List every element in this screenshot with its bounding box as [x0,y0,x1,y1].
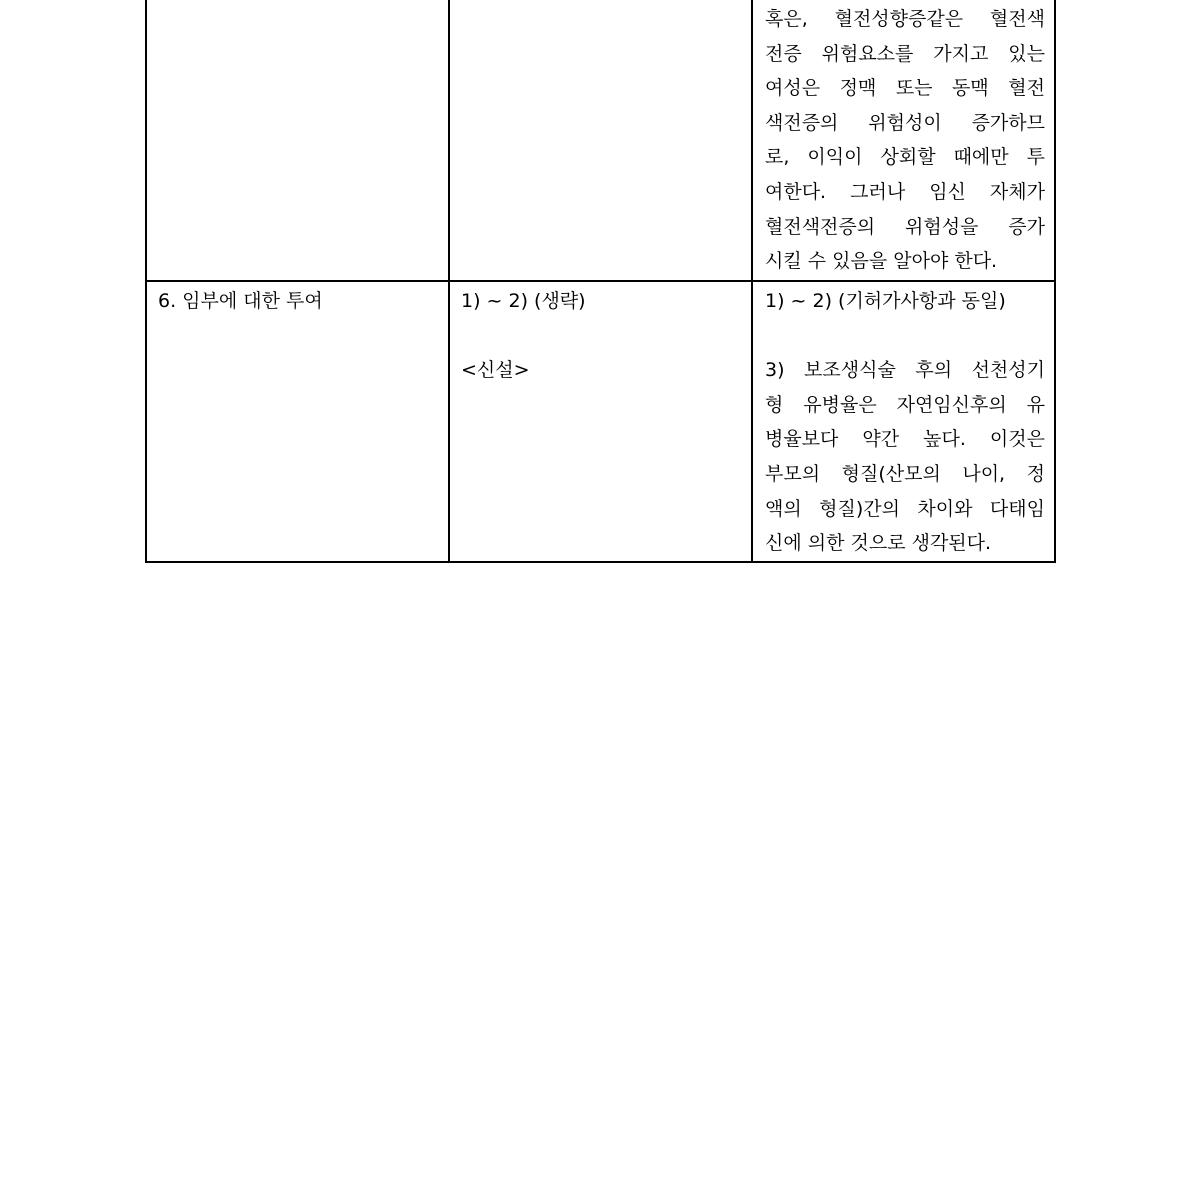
table-border-bottom [145,561,1056,563]
text-line: 시킬 수 있음을 알아야 한다. [765,250,998,273]
text-line: 전증 위험요소를 가지고 있는 [765,42,1045,65]
row6-col3-cell [765,284,1045,561]
text-line: 색전증의 위험성이 증가하므 [765,111,1045,134]
new-provision-label: <신설> [461,359,530,382]
text-line: 1) ~ 2) (생략) [461,290,586,312]
continued-row-col3-cell [765,2,1045,279]
text-line: 액의 형질)간의 차이와 다태임 [765,497,1045,520]
text-line: 형 유병율은 자연임신후의 유 [765,393,1045,416]
text-line: 병율보다 약간 높다. 이것은 [765,428,1045,451]
row6-col1-cell [158,284,438,319]
blank-line [461,319,741,354]
row6-col2-cell [461,284,741,388]
text-line: 여한다. 그러나 임신 자체가 [765,180,1045,203]
comparison-table [145,0,1056,563]
row-divider [145,280,1056,282]
text-line: 1) ~ 2) (기허가사항과 동일) [765,290,1006,312]
blank-line [765,319,1045,354]
text-line: 혹은, 혈전성향증같은 혈전색 [765,8,1045,30]
section-heading: 6. 임부에 대한 투여 [158,290,323,312]
text-line: 여성은 정맥 또는 동맥 혈전 [765,77,1045,100]
text-line: 로, 이익이 상회할 때에만 투 [765,146,1045,169]
text-line: 신에 의한 것으로 생각된다. [765,532,992,555]
text-line: 3) 보조생식술 후의 선천성기 [765,359,1045,382]
text-line: 부모의 형질(산모의 나이, 정 [765,462,1045,485]
text-line: 혈전색전증의 위험성을 증가 [765,215,1045,238]
